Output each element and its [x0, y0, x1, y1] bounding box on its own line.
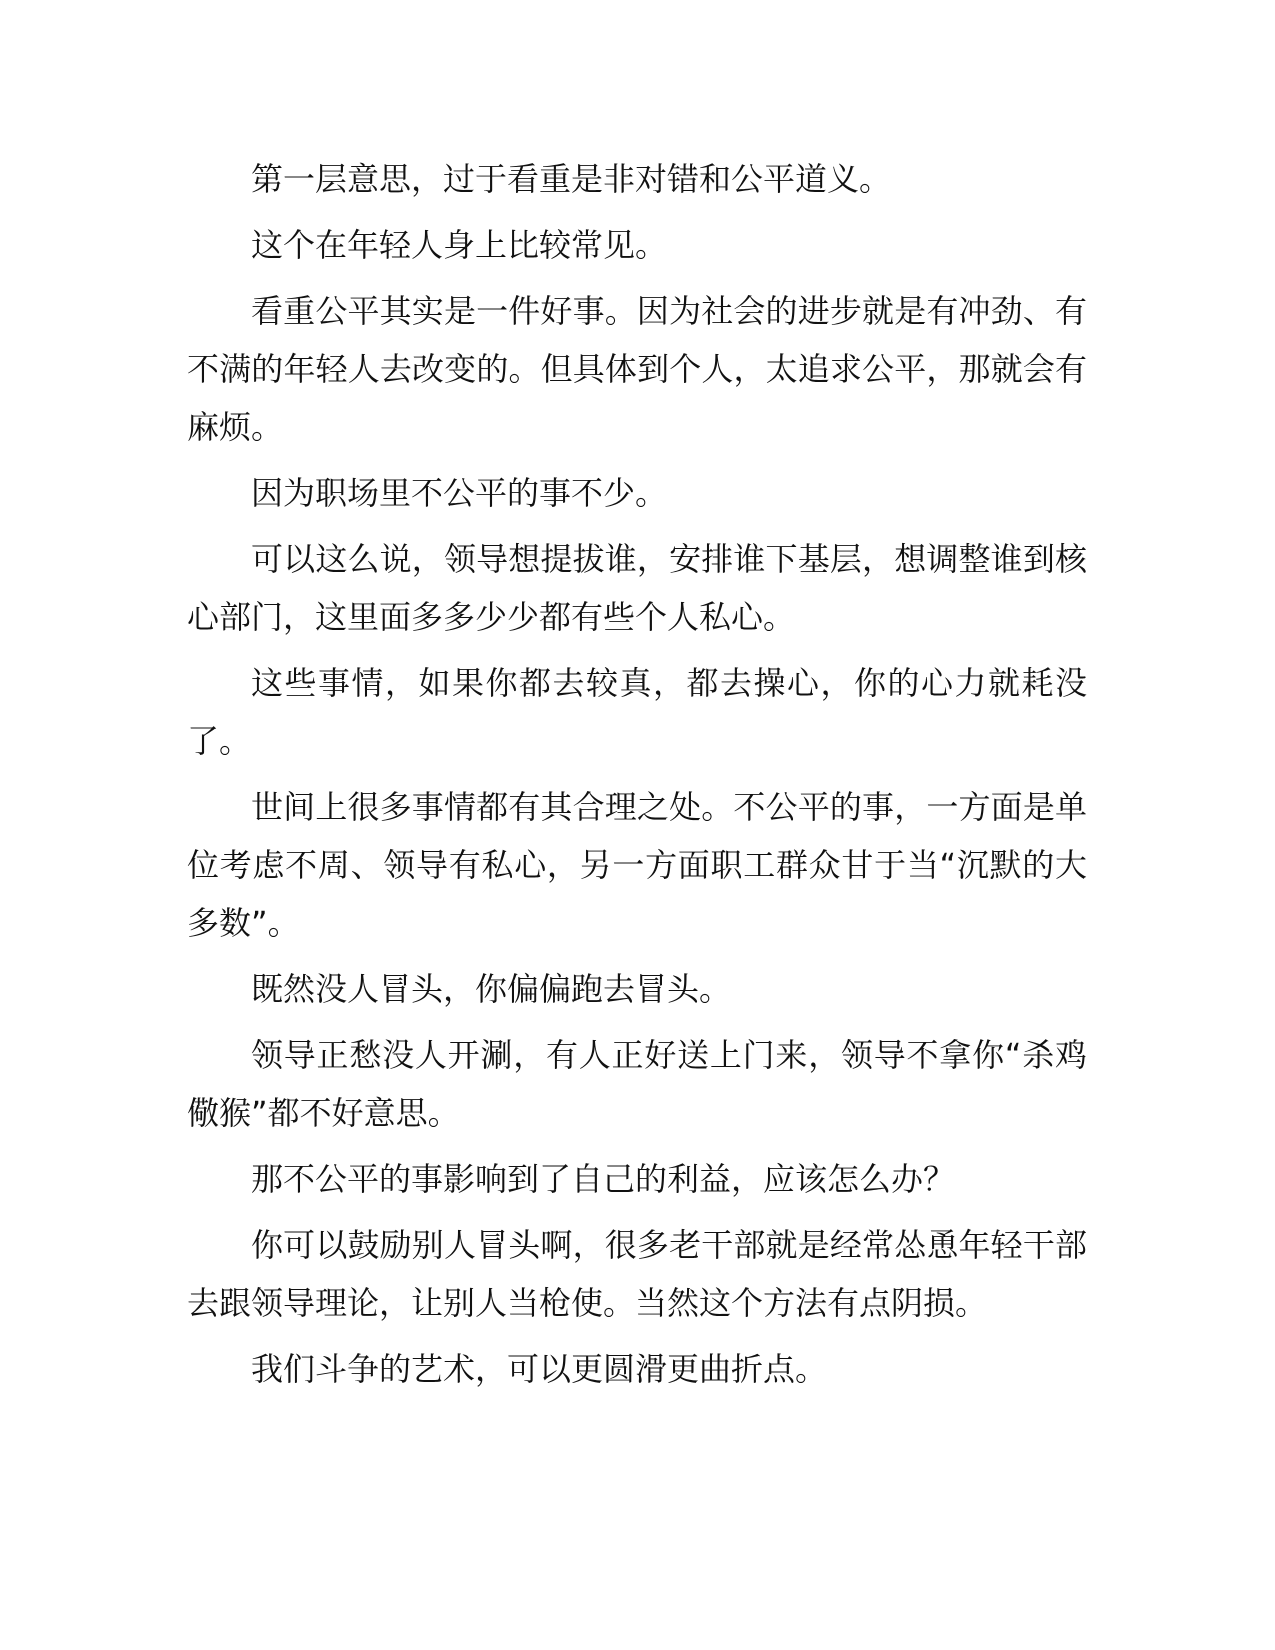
paragraph-10: 那不公平的事影响到了自己的利益，应该怎么办？ — [251, 1160, 956, 1198]
paragraph-12: 我们斗争的艺术，可以更圆滑更曲折点。 — [251, 1350, 828, 1388]
paragraph-4: 因为职场里不公平的事不少。 — [251, 474, 668, 512]
body-text — [187, 150, 1087, 1406]
paragraph-6: 这些事情，如果你都去较真，都去操心，你的心力就耗没了。 — [187, 664, 1087, 760]
paragraph-5: 可以这么说，领导想提拔谁，安排谁下基层，想调整谁到核心部门，这里面多多少少都有些个人私心。 — [187, 540, 1087, 636]
paragraph-9: 领导正愁没人开涮，有人正好送上门来，领导不拿你“杀鸡儆猴”都不好意思。 — [187, 1036, 1087, 1132]
paragraph-2: 这个在年轻人身上比较常见。 — [251, 226, 668, 264]
paragraph-8: 既然没人冒头，你偏偏跑去冒头。 — [251, 970, 732, 1008]
paragraph-11: 你可以鼓励别人冒头啊，很多老干部就是经常怂恿年轻干部去跟领导理论，让别人当枪使。当然这个方法有点阴损。 — [187, 1226, 1087, 1322]
paragraph-3: 看重公平其实是一件好事。因为社会的进步就是有冲劲、有不满的年轻人去改变的。但具体到个人，太追求公平，那就会有麻烦。 — [187, 292, 1087, 446]
paragraph-1: 第一层意思，过于看重是非对错和公平道义。 — [251, 160, 892, 198]
paragraph-7: 世间上很多事情都有其合理之处。不公平的事，一方面是单位考虑不周、领导有私心，另一方面职工群众甘于当“沉默的大多数”。 — [187, 788, 1087, 942]
